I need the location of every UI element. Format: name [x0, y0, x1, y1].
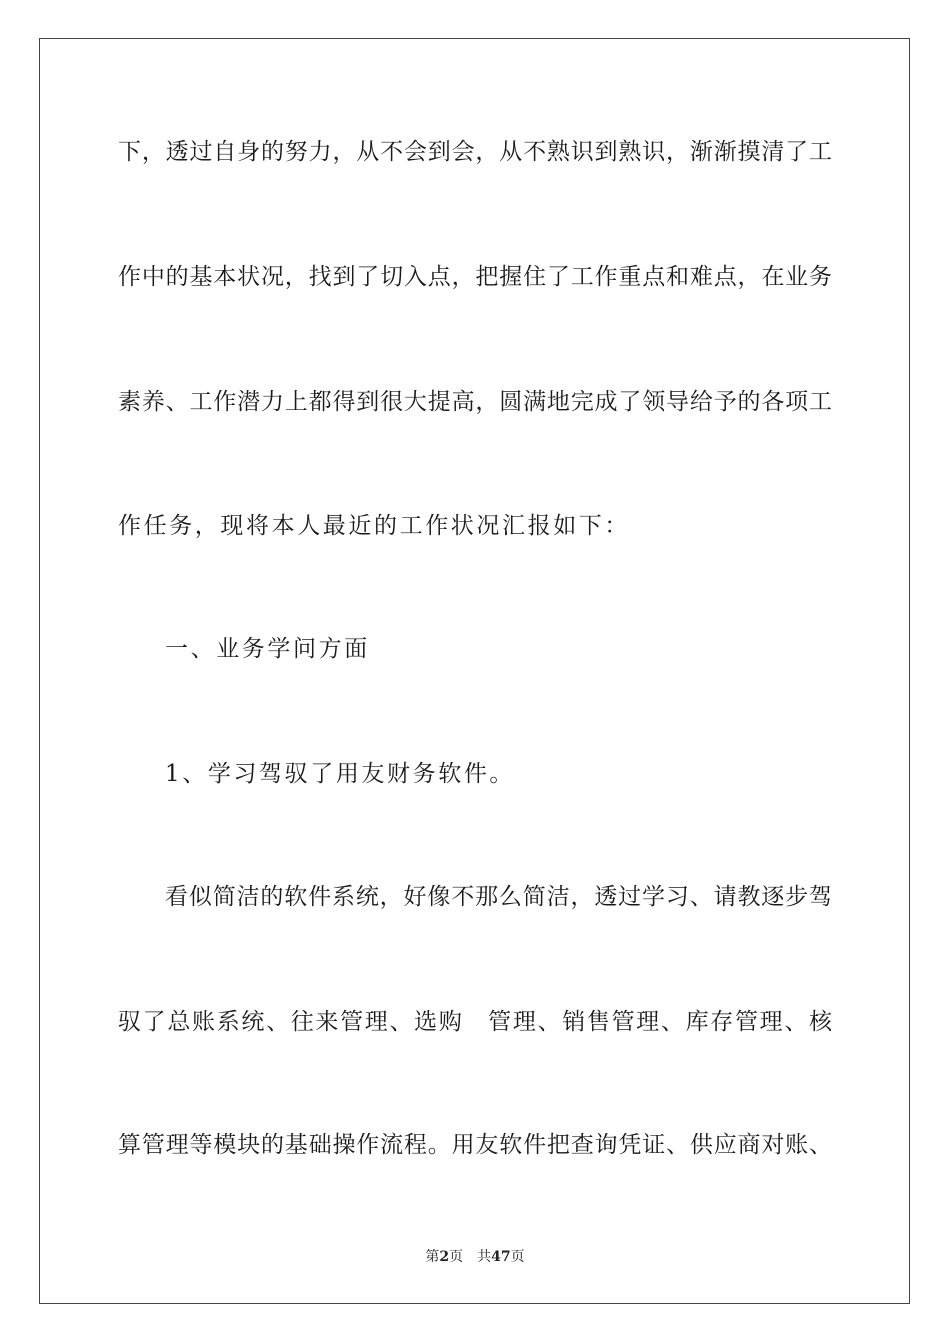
body-line-6: 驭了总账系统、往来管理、选购 管理、销售管理、库存管理、核: [118, 1009, 832, 1035]
footer-page-number: 2: [439, 1249, 450, 1265]
body-line-5: 看似简洁的软件系统，好像不那么简洁，透过学习、请教逐步驾: [165, 884, 832, 910]
body-line-7: 算管理等模块的基础操作流程。用友软件把查询凭证、供应商对账、: [118, 1132, 832, 1158]
body-line-2: 作中的基本状况，找到了切入点，把握住了工作重点和难点，在业务: [118, 264, 832, 290]
page-footer: [0, 1248, 950, 1266]
footer-prefix: 第: [425, 1249, 440, 1265]
body-line-1: 下，透过自身的努力，从不会到会，从不熟识到熟识，渐渐摸清了工: [118, 139, 832, 165]
footer-page-suffix: 页: [449, 1249, 464, 1265]
body-line-4: 作任务，现将本人最近的工作状况汇报如下：: [118, 513, 630, 539]
footer-total-prefix: 共: [477, 1249, 492, 1265]
body-line-3: 素养、工作潜力上都得到很大提高，圆满地完成了领导给予的各项工: [118, 389, 832, 415]
subsection-heading: 1、学习驾驭了用友财务软件。: [165, 761, 516, 787]
page-frame: [39, 38, 910, 1304]
section-heading: 一、业务学问方面: [165, 636, 370, 662]
footer-total-suffix: 页: [510, 1249, 525, 1265]
footer-total-pages: 47: [491, 1249, 511, 1265]
